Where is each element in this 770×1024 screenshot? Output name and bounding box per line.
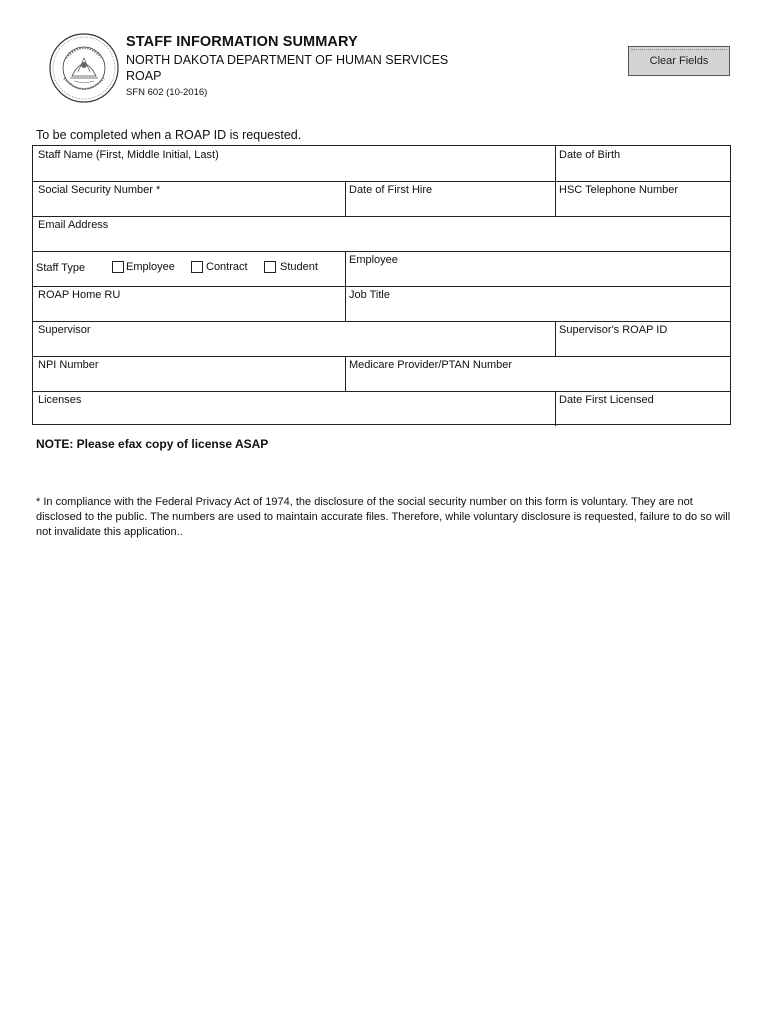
student-checkbox[interactable] (264, 261, 276, 273)
form-title: STAFF INFORMATION SUMMARY (126, 34, 358, 50)
staff-info-form (32, 145, 731, 425)
supervisor-roap-id-field[interactable]: Supervisor's ROAP ID (559, 324, 668, 336)
contract-option-label: Contract (206, 261, 248, 273)
state-seal-logo (48, 32, 120, 104)
npi-number-field[interactable]: NPI Number (38, 359, 99, 371)
program-name: ROAP (126, 69, 162, 83)
clear-fields-button[interactable]: Clear Fields (628, 46, 730, 76)
student-option-label: Student (280, 261, 318, 273)
medicare-ptan-field[interactable]: Medicare Provider/PTAN Number (349, 359, 513, 371)
employee-option-label: Employee (126, 261, 175, 273)
privacy-statement: * In compliance with the Federal Privacy Act of 1974, the disclosure of the social security number on this form is voluntary. They are not disclosed to the public. The numbers are used to maintain accurate files. Therefore, while voluntary disclosure is requested, failure to do so will not invalidate this application.. (36, 496, 731, 538)
email-field[interactable]: Email Address (38, 219, 109, 231)
date-of-birth-field[interactable]: Date of Birth (559, 149, 621, 161)
date-first-licensed-field[interactable]: Date First Licensed (559, 394, 654, 406)
staff-name-field[interactable]: Staff Name (First, Middle Initial, Last) (38, 149, 219, 161)
employee-checkbox[interactable] (112, 261, 124, 273)
supervisor-field[interactable]: Supervisor (38, 324, 91, 336)
license-note: NOTE: Please efax copy of license ASAP (36, 437, 269, 451)
staff-type-label: Staff Type (36, 262, 86, 274)
roap-home-ru-field[interactable]: ROAP Home RU (38, 289, 121, 301)
form-number: SFN 602 (10-2016) (126, 87, 208, 98)
hsc-telephone-field[interactable]: HSC Telephone Number (559, 184, 679, 196)
job-title-field[interactable]: Job Title (349, 289, 390, 301)
date-first-hire-field[interactable]: Date of First Hire (349, 184, 433, 196)
ssn-field[interactable]: Social Security Number * (38, 184, 161, 196)
form-instructions: To be completed when a ROAP ID is requested. (36, 128, 302, 142)
licenses-field[interactable]: Licenses (38, 394, 82, 406)
department-name: NORTH DAKOTA DEPARTMENT OF HUMAN SERVICES (126, 53, 449, 67)
contract-checkbox[interactable] (191, 261, 203, 273)
employee-field[interactable]: Employee (349, 254, 398, 266)
